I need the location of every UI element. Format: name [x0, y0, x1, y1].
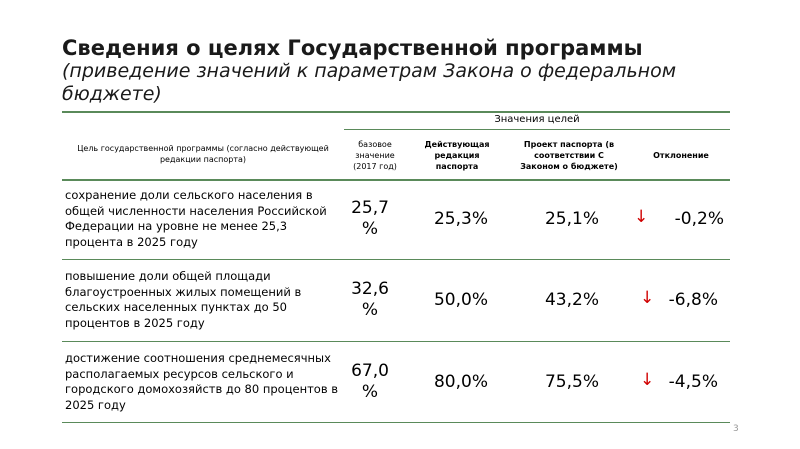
col-header-current: Действующая редакция паспорта — [424, 139, 490, 171]
table-row-deviation: -0,2% — [674, 209, 724, 229]
down-arrow-icon: ↓ — [634, 207, 649, 227]
group-header-rule — [344, 129, 730, 130]
table-row-draft: 75,5% — [544, 372, 599, 392]
row-divider — [62, 259, 730, 260]
table-row-draft: 43,2% — [544, 290, 599, 310]
slide-title-block — [62, 36, 752, 106]
header-bottom-rule — [62, 179, 730, 181]
col-header-goal: Цель государственной программы (согласно действующей редакции паспорта) — [77, 144, 329, 164]
col-header-base: базовое значение (2017 год) — [353, 139, 397, 171]
slide-subtitle: (приведение значений к параметрам Закона о федеральном бюджете) — [62, 60, 677, 105]
table-row-deviation: -6,8% — [668, 290, 718, 310]
slide-title: Сведения о целях Государственной программы — [62, 36, 643, 60]
col-header-deviation: Отклонение — [653, 150, 709, 160]
table-row-goal: сохранение доли сельского населения в общей численности населения Российской Федерации на уровне не менее 25,3 процента в 2025 году — [65, 188, 327, 249]
table-bottom-rule — [62, 422, 730, 423]
table-row-base: 25,7 % — [351, 198, 389, 239]
page-number: 3 — [733, 424, 739, 434]
table-row-goal: повышение доли общей площади благоустроенных жилых помещений в сельских населенных пунктах до 50 процентов в 2025 году — [65, 269, 302, 330]
table-row-deviation: -4,5% — [668, 372, 718, 392]
down-arrow-icon: ↓ — [640, 288, 655, 308]
down-arrow-icon: ↓ — [640, 370, 655, 390]
table-row-goal: достижение соотношения среднемесячных располагаемых ресурсов сельского и городского домохозяйств до 80 процентов в 2025 году — [65, 351, 339, 412]
table-row-current: 50,0% — [433, 290, 488, 310]
table-row-base: 32,6 % — [351, 279, 389, 320]
col-header-draft: Проект паспорта (в соответствии С Законом о бюджете) — [520, 139, 618, 171]
table-row-current: 80,0% — [433, 372, 488, 392]
table-row-base: 67,0 % — [351, 361, 389, 402]
table-row-draft: 25,1% — [544, 209, 599, 229]
table-row-current: 25,3% — [433, 209, 488, 229]
group-header: Значения целей — [494, 114, 580, 125]
row-divider — [62, 341, 730, 342]
